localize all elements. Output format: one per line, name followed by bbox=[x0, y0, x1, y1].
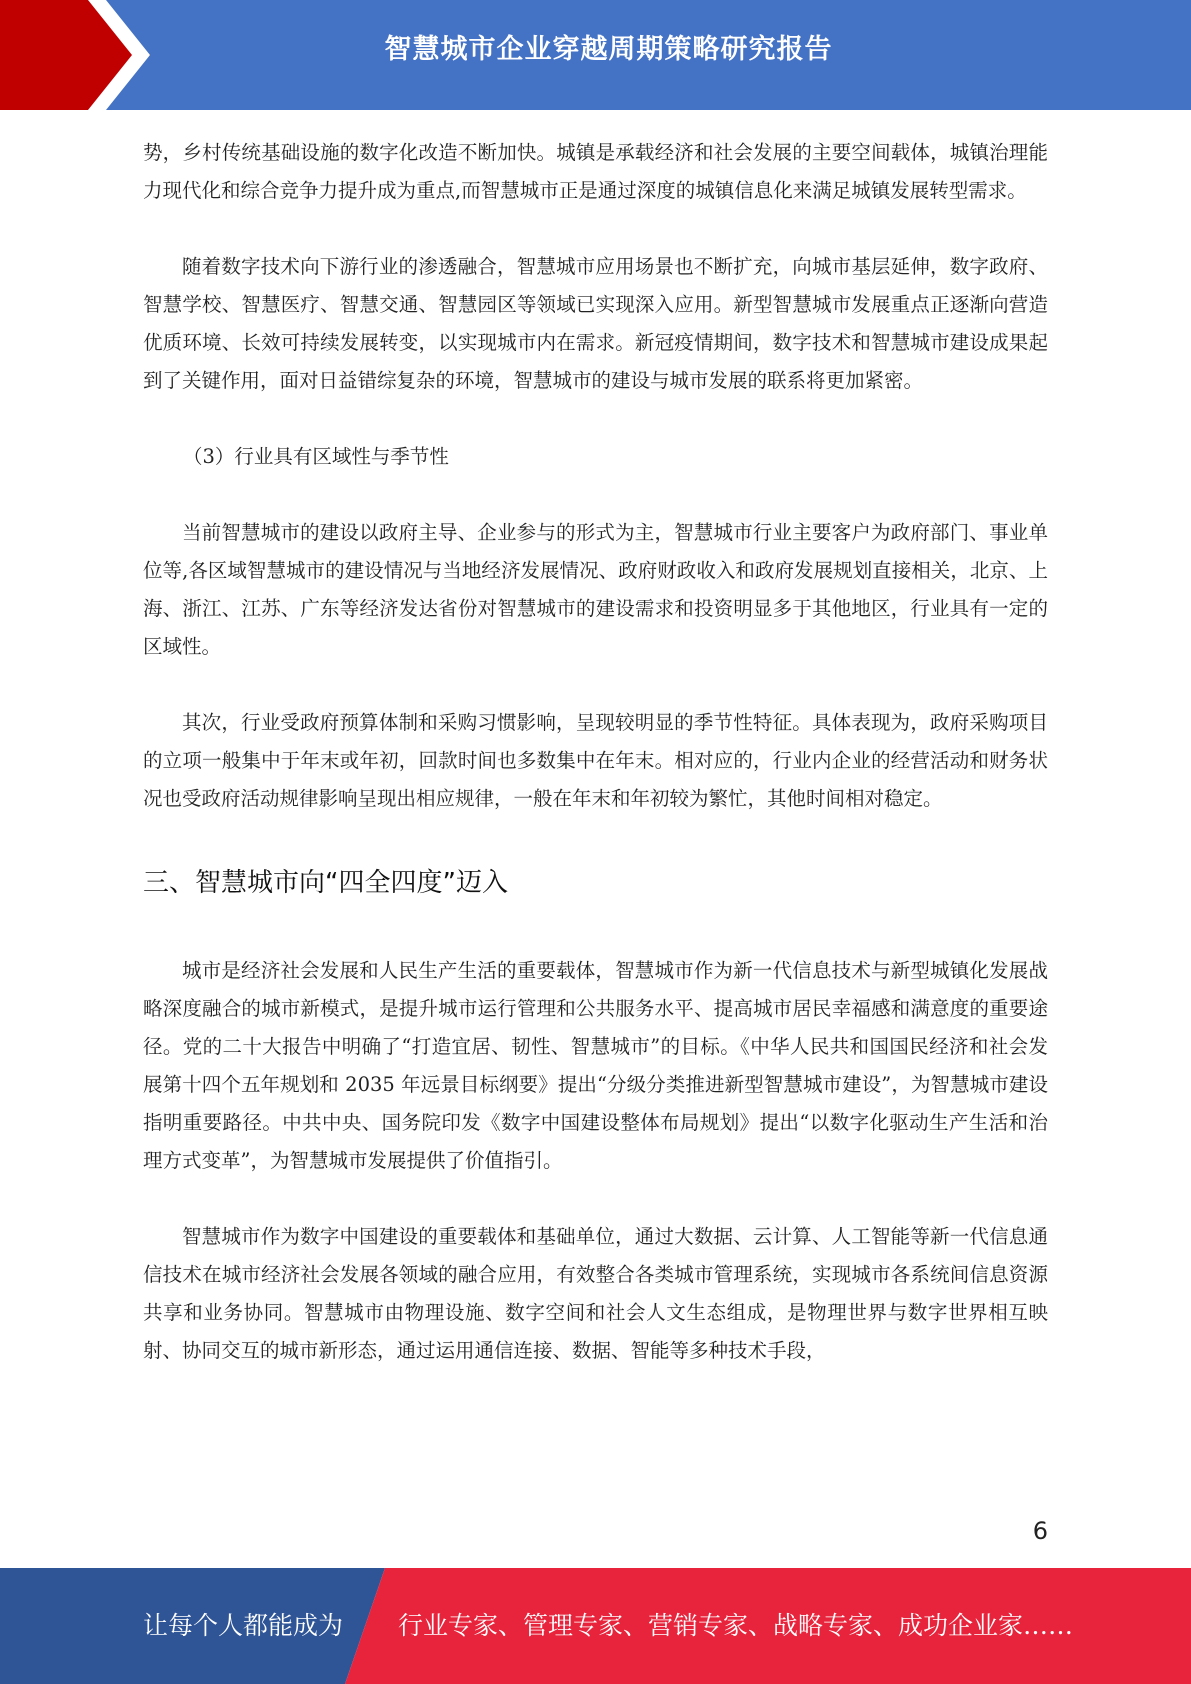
header-title: 智慧城市企业穿越周期策略研究报告 bbox=[384, 34, 833, 65]
page-number: 6 bbox=[1032, 1517, 1048, 1545]
page-footer bbox=[0, 1568, 1191, 1684]
paragraph: 其次，行业受政府预算体制和采购习惯影响，呈现较明显的季节性特征。具体表现为，政府采购项目的立项一般集中于年末或年初，回款时间也多数集中在年末。相对应的，行业内企业的经营活动和财务状况也受政府活动规律影响呈现出相应规律，一般在年末和年初较为繁忙，其他时间相对稳定。 bbox=[143, 711, 1048, 810]
paragraph: 当前智慧城市的建设以政府主导、企业参与的形式为主，智慧城市行业主要客户为政府部门、事业单位等,各区域智慧城市的建设情况与当地经济发展情况、政府财政收入和政府发展规划直接相关，北京、上海、浙江、江苏、广东等经济发达省份对智慧城市的建设需求和投资明显多于其他地区，行业具有一定的区域性。 bbox=[143, 521, 1048, 658]
paragraph: 智慧城市作为数字中国建设的重要载体和基础单位，通过大数据、云计算、人工智能等新一代信息通信技术在城市经济社会发展各领域的融合应用，有效整合各类城市管理系统，实现城市各系统间信息资源共享和业务协同。智慧城市由物理设施、数字空间和社会人文生态组成，是物理世界与数字世界相互映射、协同交互的城市新形态，通过运用通信连接、数据、智能等多种技术手段， bbox=[143, 1225, 1048, 1362]
footer-slogan-left: 让每个人都能成为 bbox=[143, 1611, 344, 1640]
paragraph: 随着数字技术向下游行业的渗透融合，智慧城市应用场景也不断扩充，向城市基层延伸，数字政府、智慧学校、智慧医疗、智慧交通、智慧园区等领域已实现深入应用。新型智慧城市发展重点正逐渐向营造优质环境、长效可持续发展转变，以实现城市内在需求。新冠疫情期间，数字技术和智慧城市建设成果起到了关键作用，面对日益错综复杂的环境，智慧城市的建设与城市发展的联系将更加紧密。 bbox=[143, 255, 1048, 392]
paragraph: 城市是经济社会发展和人民生产生活的重要载体，智慧城市作为新一代信息技术与新型城镇化发展战略深度融合的城市新模式，是提升城市运行管理和公共服务水平、提高城市居民幸福感和满意度的重要途径。党的二十大报告中明确了“打造宜居、韧性、智慧城市”的目标。《中华人民共和国国民经济和社会发展第十四个五年规划和 2035 年远景目标纲要》提出“分级分类推进新型智慧城市建设”，为智慧城市建设指明重要路径。中共中央、国务院印发《数字中国建设整体布局规划》提出“以数字化驱动生产生活和治理方式变革”，为智慧城市发展提供了价值指引。 bbox=[143, 959, 1048, 1172]
section-heading: 三、智慧城市向“四全四度”迈入 bbox=[143, 868, 508, 898]
subheading: （3）行业具有区域性与季节性 bbox=[183, 445, 449, 468]
footer-slogan-right: 行业专家、管理专家、营销专家、战略专家、成功企业家…… bbox=[398, 1611, 1074, 1640]
paragraph: 势，乡村传统基础设施的数字化改造不断加快。城镇是承载经济和社会发展的主要空间载体，城镇治理能力现代化和综合竞争力提升成为重点,而智慧城市正是通过深度的城镇信息化来满足城镇发展转型需求。 bbox=[143, 141, 1048, 202]
document-body bbox=[143, 134, 1048, 1370]
page-header bbox=[0, 0, 1191, 110]
